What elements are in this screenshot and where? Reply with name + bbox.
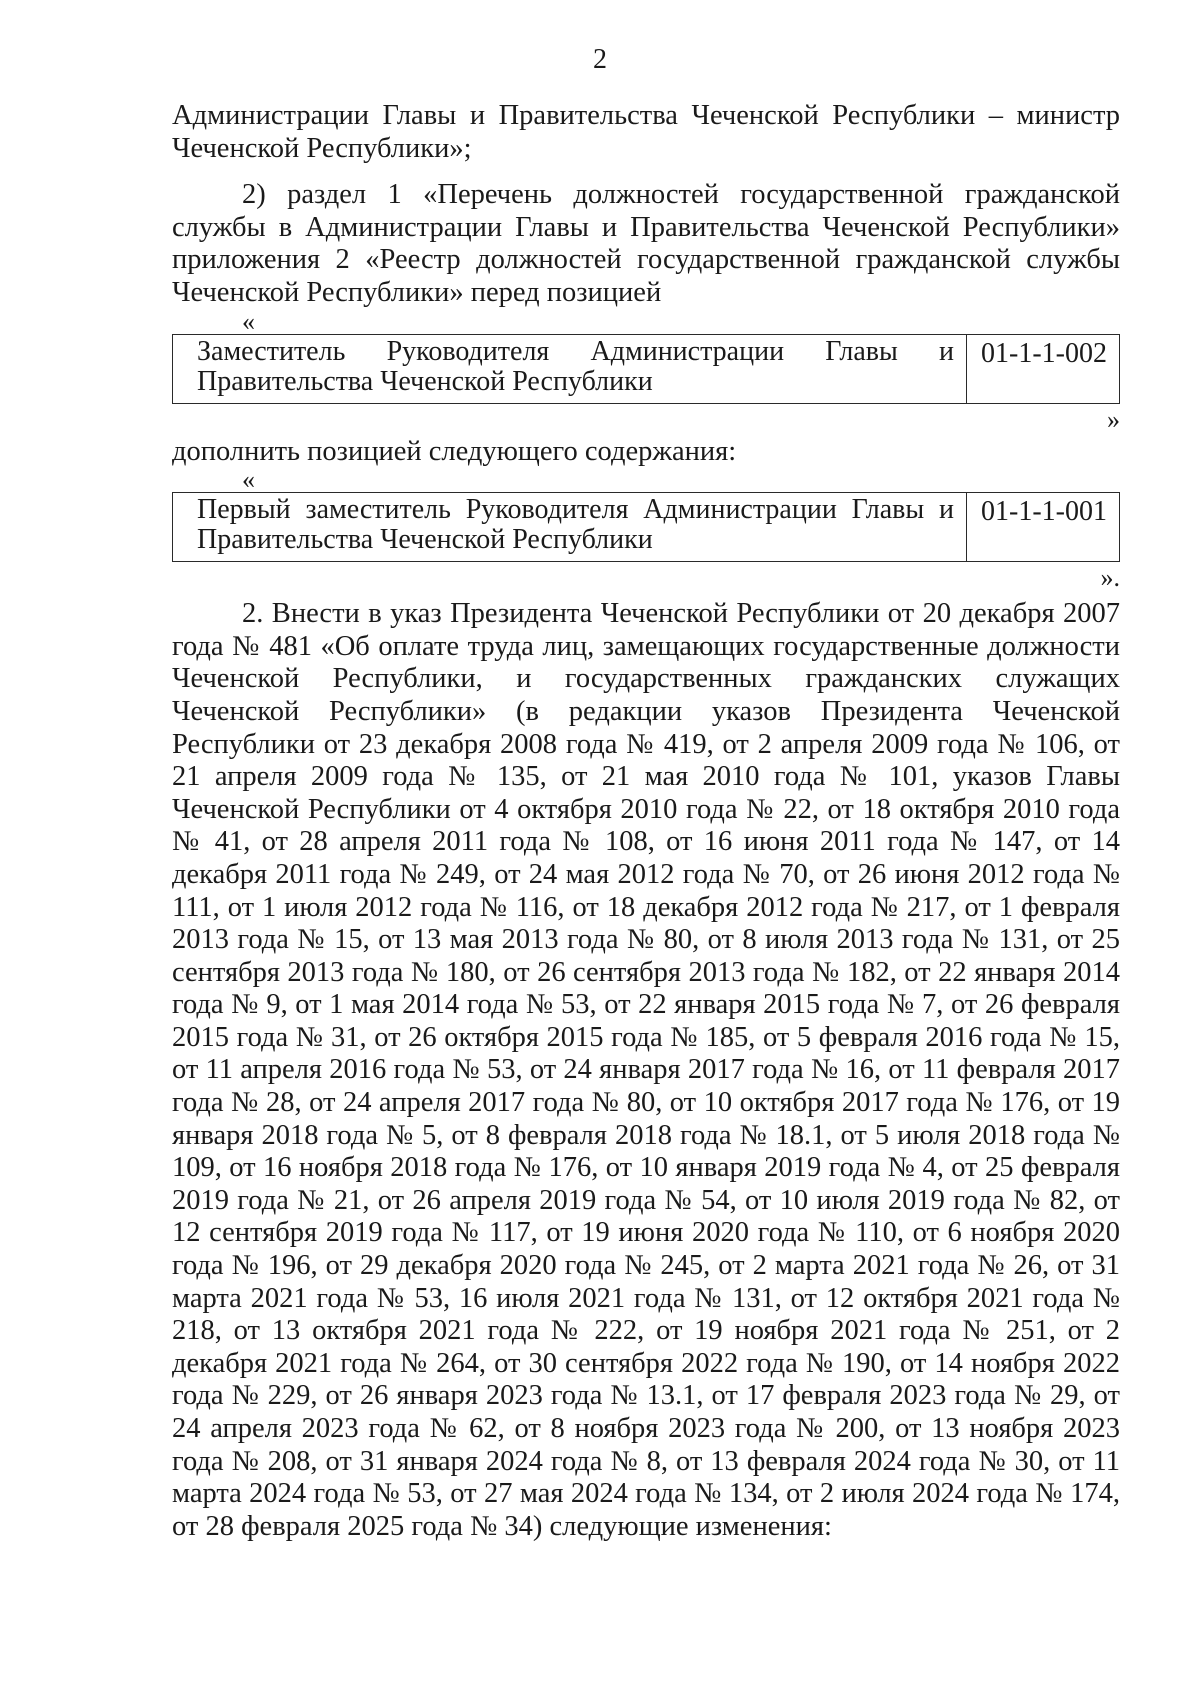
paragraph-continuation: Администрации Главы и Правительства Чеченской Республики – министр Чеченской Республики»; [172, 100, 1120, 164]
paragraph-add-position: дополнить позицией следующего содержания: [172, 435, 737, 467]
position-code: 01-1-1-002 [967, 334, 1120, 403]
paragraph-item-2: 2) раздел 1 «Перечень должностей государственной гражданской службы в Администрации Главы и Правительства Чеченской Республики» приложения 2 «Реестр должностей государственной гражданской службы Чеченской Республики» перед позицией [172, 179, 1120, 308]
table1-open-quote: « [242, 306, 255, 336]
position-code: 01-1-1-001 [967, 493, 1120, 562]
position-title: Заместитель Руководителя Администрации Главы и Правительства Чеченской Республики [173, 334, 967, 403]
table1-close-quote: » [1107, 404, 1120, 434]
table-row [173, 493, 1120, 562]
table2-open-quote: « [242, 465, 255, 495]
position-table-new [172, 492, 1120, 562]
paragraph-section-2: 2. Внести в указ Президента Чеченской Республики от 20 декабря 2007 года № 481 «Об оплате труда лиц, замещающих государственные должности Чеченской Республики, и государственных гражданских служащих Чеченской Республики» (в редакции указов Президента Чеченской Республики от 23 декабря 2008 года № 419, от 2 апреля 2009 года № 106, от 21 апреля 2009 года № 135, от 21 мая 2010 года № 101, указов Главы Чеченской Республики от 4 октября 2010 года № 22, от 18 октября 2010 года № 41, от 28 апреля 2011 года № 108, от 16 июня 2011 года № 147, от 14 декабря 2011 года № 249, от 24 мая 2012 года № 70, от 26 июня 2012 года № 111, от 1 июля 2012 года № 116, от 18 декабря 2012 года № 217, от 1 февраля 2013 года № 15, от 13 мая 2013 года № 80, от 8 июля 2013 года № 131, от 25 сентября 2013 года № 180, от 26 сентября 2013 года № 182, от 22 января 2014 года № 9, от 1 мая 2014 года № 53, от 22 января 2015 года № 7, от 26 февраля 2015 года № 31, от 26 октября 2015 года № 185, от 5 февраля 2016 года № 15, от 11 апреля 2016 года № 53, от 24 января 2017 года № 16, от 11 февраля 2017 года № 28, от 24 апреля 2017 года № 80, от 10 октября 2017 года № 176, от 19 января 2018 года № 5, от 8 февраля 2018 года № 18.1, от 5 июля 2018 года № 109, от 16 ноября 2018 года № 176, от 10 января 2019 года № 4, от 25 февраля 2019 года № 21, от 26 апреля 2019 года № 54, от 10 июля 2019 года № 82, от 12 сентября 2019 года № 117, от 19 июня 2020 года № 110, от 6 ноября 2020 года № 196, от 29 декабря 2020 года № 245, от 2 марта 2021 года № 26, от 31 марта 2021 года № 53, 16 июля 2021 года № 131, от 12 октября 2021 года № 218, от 13 октября 2021 года № 222, от 19 ноября 2021 года № 251, от 2 декабря 2021 года № 264, от 30 сентября 2022 года № 190, от 14 ноября 2022 года № 229, от 26 января 2023 года № 13.1, от 17 февраля 2023 года № 29, от 24 апреля 2023 года № 62, от 8 ноября 2023 года № 200, от 13 ноября 2023 года № 208, от 31 января 2024 года № 8, от 13 февраля 2024 года № 30, от 11 марта 2024 года № 53, от 27 мая 2024 года № 134, от 2 июля 2024 года № 174, от 28 февраля 2025 года № 34) следующие изменения: [172, 598, 1120, 1542]
page-number: 2 [593, 44, 607, 75]
table-row [173, 334, 1120, 403]
document-body [172, 100, 1120, 1543]
position-title: Первый заместитель Руководителя Администрации Главы и Правительства Чеченской Республики [173, 493, 967, 562]
table2-close-quote: ». [1100, 563, 1120, 593]
position-table-existing [172, 334, 1120, 404]
